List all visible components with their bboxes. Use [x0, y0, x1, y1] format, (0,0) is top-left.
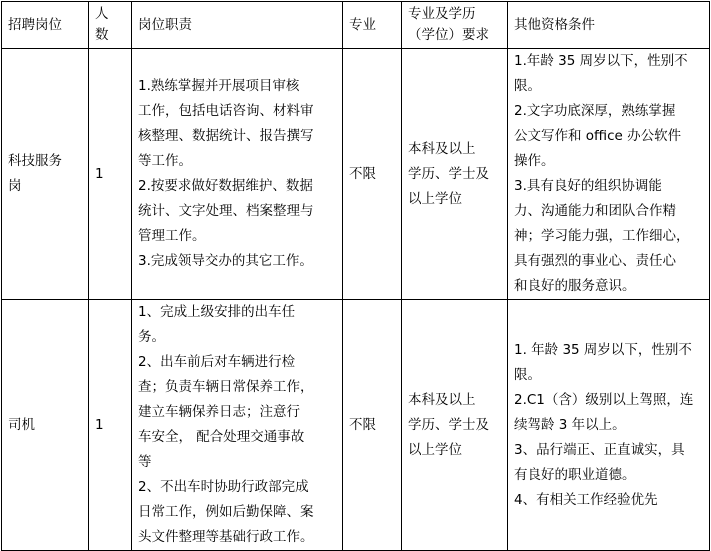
- cell-line: 学历、学士及: [408, 165, 489, 182]
- cell-line: 建立车辆保养日志；注意行: [138, 404, 300, 420]
- cell-major: 不限: [343, 49, 402, 300]
- cell-line: 岗: [8, 178, 22, 194]
- cell-line: 3、品行端正、正直诚实，具: [514, 441, 685, 458]
- header-position: 招聘岗位: [2, 2, 89, 49]
- cell-line: 续驾龄 3 年以上。: [514, 416, 626, 433]
- cell-line: 限。: [514, 78, 541, 94]
- header-qualification-line: 专业及学历: [408, 6, 476, 22]
- cell-line: 管理工作。: [138, 228, 206, 244]
- cell-line: 等: [138, 454, 152, 470]
- cell-line: 学历、学士及: [408, 416, 489, 433]
- cell-line: 1. 年龄 35 周岁以下，性别不: [514, 341, 692, 358]
- cell-line: 公文写作和 office 办公软件: [514, 128, 682, 144]
- cell-line: 统计、文字处理、档案整理与: [138, 203, 314, 219]
- cell-line: 操作。: [514, 153, 555, 169]
- header-count-line: 数: [95, 27, 109, 43]
- cell-line: 工作，包括电话咨询、材料审: [138, 103, 314, 119]
- cell-line: 力、沟通能力和团队合作精: [514, 203, 676, 219]
- cell-line: 1.年龄 35 周岁以下，性别不: [514, 53, 688, 69]
- header-count: [89, 2, 132, 49]
- cell-major: 不限: [343, 300, 402, 551]
- cell-line: 3.完成领导交办的其它工作。: [138, 253, 313, 269]
- cell-line: 2、不出车时协助行政部完成: [138, 479, 309, 495]
- cell-line: 2.按要求做好数据维护、数据: [138, 178, 313, 194]
- recruitment-table: [1, 1, 710, 551]
- cell-line: 等工作。: [138, 153, 192, 169]
- cell-other: [508, 49, 710, 300]
- table-row: [2, 49, 710, 300]
- cell-line: 4、有相关工作经验优先: [514, 491, 658, 508]
- cell-line: 2.C1（含）级别以上驾照，连: [514, 391, 694, 408]
- cell-line: 以上学位: [408, 190, 462, 207]
- cell-line: 本科及以上: [408, 391, 476, 408]
- table-header-row: [2, 2, 710, 49]
- cell-line: 查；负责车辆日常保养工作，: [138, 379, 314, 395]
- cell-line: 日常工作，例如后勤保障、案: [138, 504, 314, 520]
- cell-line: 2、出车前后对车辆进行检: [138, 354, 296, 370]
- cell-line: 头文件整理等基础行政工作。: [138, 529, 314, 545]
- header-count-line: 人: [95, 6, 109, 22]
- header-qualification-line: （学位）要求: [408, 27, 489, 43]
- cell-line: 1、完成上级安排的出车任: [138, 304, 296, 320]
- cell-qualification: [402, 49, 508, 300]
- cell-line: 务。: [138, 329, 165, 345]
- cell-line: 以上学位: [408, 441, 462, 458]
- cell-line: 1.熟练掌握并开展项目审核: [138, 78, 300, 94]
- header-major: 专业: [343, 2, 402, 49]
- cell-duties: [132, 49, 343, 300]
- cell-line: 具有强烈的事业心、责任心: [514, 253, 676, 269]
- cell-line: 3.具有良好的组织协调能: [514, 178, 662, 194]
- cell-line: 核整理、数据统计、报告撰写: [138, 128, 314, 144]
- cell-line: 司机: [8, 416, 35, 433]
- cell-line: 2.文字功底深厚，熟练掌握: [514, 103, 676, 119]
- header-qualification: [402, 2, 508, 49]
- cell-line: 本科及以上: [408, 140, 476, 157]
- cell-line: 神；学习能力强，工作细心，: [514, 228, 690, 244]
- cell-line: 和良好的服务意识。: [514, 278, 636, 294]
- cell-line: 科技服务: [8, 153, 62, 169]
- cell-line: 限。: [514, 366, 541, 383]
- header-duties: 岗位职责: [132, 2, 343, 49]
- cell-line: 有良好的职业道德。: [514, 466, 636, 483]
- header-other: 其他资格条件: [508, 2, 710, 49]
- cell-count: 1: [89, 49, 132, 300]
- cell-line: 车安全， 配合处理交通事故: [138, 429, 305, 445]
- cell-count: 1: [89, 300, 132, 551]
- cell-position: [2, 49, 89, 300]
